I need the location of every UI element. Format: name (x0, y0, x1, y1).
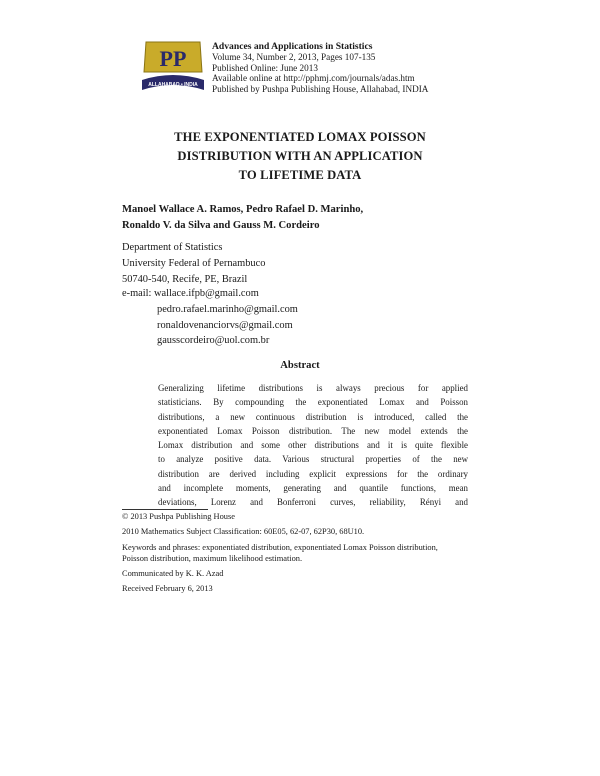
publisher-logo (140, 40, 206, 96)
footnote-block (122, 511, 438, 595)
keywords-line: Poisson distribution, maximum likelihood estimation. (122, 553, 303, 563)
msc-classification: 2010 Mathematics Subject Classification: 60E05, 62-07, 62P30, 68U10. (122, 527, 365, 537)
email-address[interactable]: gausscordeiro@uol.com.br (157, 335, 270, 347)
received-date: Received February 6, 2013 (122, 584, 213, 594)
paper-title (0, 128, 600, 185)
abstract-line: to analyze positive data. Various structural properties of the new (158, 454, 468, 465)
communicated-by: Communicated by K. K. Azad (122, 569, 224, 579)
abstract-line: statisticians. By compounding the exponentiated Lomax and Poisson (158, 397, 468, 408)
copyright-notice: © 2013 Pushpa Publishing House (122, 512, 235, 521)
author-line: Manoel Wallace A. Ramos, Pedro Rafael D. Marinho, (122, 204, 364, 215)
title-line: THE EXPONENTIATED LOMAX POISSON (174, 130, 426, 144)
abstract-heading: Abstract (280, 360, 320, 371)
abstract-body (158, 381, 468, 510)
email-list (122, 286, 298, 349)
journal-publisher: Published by Pushpa Publishing House, Allahabad, INDIA (212, 83, 429, 94)
logo-emblem-text: PP (159, 46, 187, 71)
affiliation-line: University Federal of Pernambuco (122, 257, 266, 269)
email-address[interactable]: ronaldovenanciorvs@gmail.com (157, 319, 293, 331)
journal-volume: Volume 34, Number 2, 2013, Pages 107-135 (212, 52, 376, 63)
affiliation (122, 240, 265, 287)
title-line: DISTRIBUTION WITH AN APPLICATION (177, 149, 423, 163)
keywords-line: Keywords and phrases: exponentiated distribution, exponentiated Lomax Poisson distribution, (122, 542, 438, 552)
affiliation-line: 50740-540, Recife, PE, Brazil (122, 273, 248, 285)
title-line: TO LIFETIME DATA (238, 168, 362, 182)
abstract-line: distribution are derived including explicit expressions for the ordinary (158, 468, 468, 479)
journal-published: Published Online: June 2013 (212, 62, 318, 73)
journal-available: Available online at http://pphmj.com/journals/adas.htm (212, 73, 415, 84)
abstract-line: Lomax distribution and some other distributions and it is quite flexible (158, 440, 468, 451)
logo-banner-text: ALLAHABAD • INDIA (148, 82, 198, 88)
abstract-line: distributions, a new continuous distribution is introduced, called the (158, 411, 468, 422)
affiliation-line: Department of Statistics (122, 242, 223, 253)
email-address[interactable]: pedro.rafael.marinho@gmail.com (157, 303, 298, 315)
abstract-line: exponentiated Lomax Poisson distribution. The new model extends the (158, 425, 468, 436)
author-list (122, 202, 363, 234)
abstract-line: deviations, Lorenz and Bonferroni curves, reliability, Rényi and (158, 497, 468, 508)
email-label: e-mail: (122, 288, 155, 299)
abstract-line: Generalizing lifetime distributions is always precious for applied (158, 383, 468, 393)
author-line: Ronaldo V. da Silva and Gauss M. Cordeiro (122, 220, 320, 231)
abstract-line: and incomplete moments, generating and quantile functions, mean (158, 483, 468, 494)
journal-header (212, 42, 428, 94)
footnote-rule (122, 509, 208, 510)
journal-name: Advances and Applications in Statistics (212, 41, 373, 52)
email-address[interactable]: wallace.ifpb@gmail.com (154, 288, 259, 299)
